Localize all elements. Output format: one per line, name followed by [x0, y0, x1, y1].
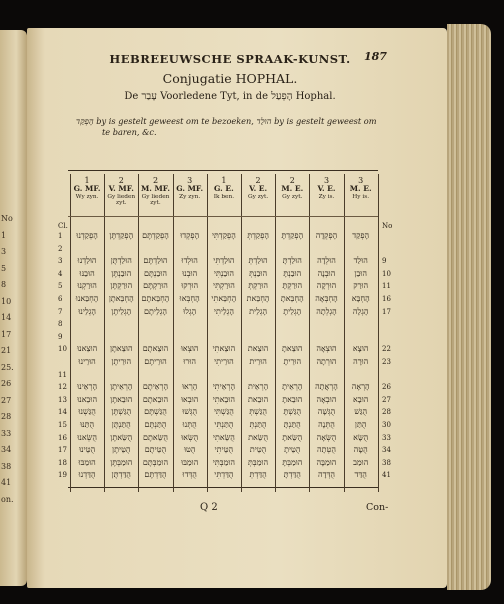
row-class-number: 1 [58, 232, 63, 240]
table-cell: הוּמַבְּתִּי [212, 457, 235, 467]
table-cell: הָחְבֵּאתָ [280, 294, 304, 303]
table-cell: הֻדַּדְתָּ [283, 470, 301, 480]
row-reference-number: 10 [382, 269, 391, 278]
left-page-text: 41 [1, 478, 12, 487]
row-class-number: 18 [58, 458, 67, 467]
column-translation: Ik ben. [213, 193, 235, 200]
table-cell: הָגְלֵיתֶן [111, 306, 132, 316]
table-cell: הָחְבְּאָה [315, 294, 338, 303]
column-person: G. E. [214, 184, 234, 194]
page-number: 187 [364, 50, 387, 63]
table-cell: הֻתַּנְתְּ [249, 420, 267, 429]
table-cell: הֻגַּשְׁתִּי [213, 407, 234, 417]
table-cell: הוּלַד [353, 256, 368, 266]
table-cell: הֻגְּשׁוּ [182, 407, 198, 417]
column-header [104, 176, 138, 207]
row-reference-number: 11 [382, 282, 391, 291]
left-page-text: 21 [1, 346, 12, 355]
row-reference-number: 23 [382, 358, 391, 366]
table-cell: הוּרֵיתִי [214, 357, 234, 366]
table-cell: הֻגַּשְׁתֶּם [144, 407, 167, 417]
column-translation: Gy zyt. [247, 193, 269, 200]
left-page-text: 28 [1, 412, 12, 421]
table-cell: הָפְקַדְנוּ [76, 231, 98, 240]
row-class-number: 12 [58, 383, 67, 392]
column-header [309, 176, 343, 200]
table-cell: הֻטֵּיתִי [214, 445, 234, 455]
table-cell: הוּבֵאתֶן [110, 394, 133, 404]
table-cell: הוּבַן [354, 268, 367, 278]
subtitle-line-1: הָפְקַד by is gestelt geweest om te bezoeken, הוּלַד by is gestelt geweest om [76, 116, 377, 126]
table-cell: הוּבֵאתֶם [142, 394, 169, 404]
row-reference-number: 34 [382, 446, 391, 455]
table-cell: הוּצֵאתִי [212, 344, 236, 354]
table-cell: הֻטֵּיתֶן [112, 445, 131, 455]
table-cell: הוּצֵאתָ [282, 344, 303, 354]
row-class-number: 17 [58, 446, 67, 455]
table-cell: הָגְלוּ [183, 306, 197, 316]
table-cell: הֻדַּדְתֶּן [111, 470, 131, 480]
table-cell: הֻשְּׂאנוּ [77, 432, 97, 442]
table-cell: הוּבַנְתִּי [213, 268, 234, 278]
table-cell: הוּמַבְּתֶּן [110, 457, 133, 467]
table-cell: הֻגַּשׁ [354, 407, 368, 417]
row-reference-number: 16 [382, 295, 391, 303]
left-page-text: 25. [1, 362, 14, 372]
table-cell: הֻטֵּינוּ [79, 445, 96, 455]
table-cell: הוּלְדוּ [181, 256, 198, 266]
column-header [207, 176, 241, 200]
table-cell: הֻדַּדְתִּי [214, 470, 234, 480]
table-cell: הֻתַּנְתֶּם [144, 420, 167, 429]
table-cell: הוּבֵאת [248, 394, 269, 404]
table-cell: הוּרֵיתָ [283, 357, 302, 366]
header-rule [68, 216, 378, 217]
row-reference-number: 33 [382, 433, 391, 442]
table-cell: הוּמַבְּתָּ [282, 457, 303, 467]
table-cell: הוּרַקְתֶּם [143, 281, 168, 291]
column-person-number: 2 [289, 176, 295, 185]
table-cell: הוּבְנוּ [182, 268, 198, 278]
table-cell: הוּבָא [353, 394, 369, 404]
column-header [173, 176, 207, 200]
row-reference-number: 38 [382, 458, 391, 467]
table-cell: הֻטֵּיתֶם [144, 445, 167, 455]
column-person-number: 1 [84, 176, 90, 185]
table-cell: הֻתַּנְתֶּן [111, 420, 131, 429]
table-cell: הוּרֵיתֶן [111, 357, 132, 366]
table-cell: הָגְלֵינוּ [78, 306, 96, 316]
signature-mark: Q 2 [200, 502, 218, 513]
table-cell: הֻדַּד [354, 470, 367, 480]
table-cell: הוּבַנְתְּ [249, 268, 268, 278]
row-class-number: 3 [58, 257, 63, 266]
table-cell: הֻטָּה [353, 445, 368, 455]
row-reference-number: 26 [382, 383, 391, 392]
table-cell: הָגְלֵיתֶם [144, 306, 167, 316]
table-cell: הָרְאֵיתֶן [110, 382, 133, 392]
table-cell: הֻשֵּׂאת [248, 432, 269, 442]
table-cell: הוּבַנְתֶּן [111, 268, 132, 278]
left-page-text: 10 [1, 296, 12, 306]
table-cell: הֻטְּתָה [317, 445, 336, 455]
table-cell: הֻטּוּ [183, 445, 196, 455]
table-cell: הוּרֵיתֶם [144, 357, 167, 366]
table-cell: הָגְלֵיתִי [213, 306, 234, 316]
row-reference-number: 41 [382, 471, 391, 480]
column-person: G. MF. [73, 184, 101, 194]
table-cell: הָחְבֵּאתִי [211, 294, 237, 303]
row-class-number: 10 [58, 345, 67, 354]
table-cell: הָרְאֵית [247, 382, 269, 392]
row-class-number: 7 [58, 307, 63, 316]
table-cell: הוּבַנּוּ [79, 268, 95, 278]
left-page-text: 5 [1, 263, 7, 273]
table-cell: הָפְקַדְתִּי [211, 231, 236, 240]
column-header [138, 176, 172, 207]
table-cell: הֻשָּׂא [353, 432, 369, 442]
table-cell: הוּרֵית [249, 357, 267, 366]
row-class-number: 14 [58, 408, 67, 417]
table-cell: הָרְאֵיתִי [212, 382, 236, 392]
table-cell: הוּצֵאת [247, 344, 269, 354]
table-cell: הָפְקַדְתֶּן [109, 231, 134, 240]
table-cell: הוּבְאָה [316, 394, 337, 404]
table-cell: הוּבֵאנוּ [77, 394, 98, 404]
column-header [344, 176, 378, 200]
tense-heading: De עָבַר Voorledene Tyt, in de הָפְעַל Hophal. [124, 91, 336, 102]
column-translation: Zy zyn. [179, 193, 201, 200]
table-cell: הוּצָא [352, 344, 369, 354]
column-person: G. MF. [176, 184, 204, 194]
catchword: Con- [366, 502, 389, 513]
table-cell: הוּצֵאנוּ [76, 344, 98, 354]
conjugation-heading: Conjugatie HOPHAL. [162, 71, 298, 86]
table-cell: הוּמַבּוּ [181, 457, 199, 467]
left-page-text: 1 [1, 230, 7, 240]
column-translation: Wy zyn. [75, 193, 99, 200]
row-class-number: 15 [58, 421, 67, 429]
column-person: V. E. [249, 184, 268, 194]
column-person: M. MF. [140, 184, 170, 194]
table-cell: הוּרַקְנוּ [77, 281, 97, 291]
left-page-text: 27 [1, 395, 12, 405]
left-page-text: 14 [1, 313, 12, 322]
row-class-number: 13 [58, 395, 67, 404]
table-cell: הָפְקַדְתֶּם [142, 231, 169, 240]
column-person: V. MF. [108, 184, 134, 194]
table-cell: הוּרֵינוּ [78, 357, 96, 366]
table-cell: הוּמַבּוּ [78, 457, 96, 467]
table-cell: הוּבַנְתֶּם [143, 268, 167, 278]
left-page-text: No [1, 214, 13, 223]
table-cell: הוּצְאָה [316, 344, 337, 354]
column-translation: Gy lieden zyt. [107, 193, 136, 207]
row-reference-number: 9 [382, 257, 387, 266]
table-cell: הֻגְּשָׁה [317, 407, 336, 417]
table-cell: הוּלַדְנוּ [77, 256, 97, 266]
table-cell: הֻשְּׂאָה [316, 432, 337, 442]
table-cell: הֻתְּנוּ [182, 420, 197, 429]
column-person-number: 3 [187, 176, 193, 185]
table-cell: הֻדַּדְתֶּם [144, 470, 167, 480]
table-cell: הוּלַדְתֶּם [143, 256, 168, 266]
column-person-number: 1 [221, 176, 227, 185]
table-cell: הוּרַק [353, 281, 369, 291]
table-cell: הָפְקְדוּ [180, 231, 200, 240]
table-cell: הָגְלְתָה [316, 306, 337, 316]
table-cell: הֻגַּשְׁתָּ [283, 407, 302, 417]
row-reference-number: 27 [382, 395, 391, 404]
table-cell: הָחְבֵּאתֶן [108, 294, 134, 303]
table-cell: הֻטֵּית [249, 445, 267, 455]
table-cell: הוּרְתָה [316, 357, 337, 366]
table-cell: הוּלְדָה [317, 256, 336, 266]
column-header [275, 176, 309, 200]
row-reference-number: 28 [382, 408, 391, 417]
table-cell: הוּמַבָּה [316, 457, 337, 467]
row-class-number: 8 [58, 320, 63, 329]
table-cell: הָפְקַד [352, 231, 370, 240]
table-cell: הָפְקַדְתָּ [281, 231, 304, 240]
column-header [241, 176, 275, 200]
column-translation: Gy lieden zyt. [141, 193, 170, 207]
table-cell: הוּבֵאתָ [282, 394, 303, 404]
table-cell: הוּרָה [353, 357, 369, 366]
left-page-text: 3 [1, 247, 7, 256]
table-cell: הוּרְקוּ [181, 281, 199, 291]
column-person-number: 3 [358, 176, 364, 185]
table-column-rule [378, 174, 379, 492]
table-cell: הֻדַּדְנוּ [78, 470, 96, 480]
left-page-text: 34 [1, 445, 12, 454]
table-cell: הֻשֵּׂאתָ [282, 432, 303, 442]
table-cell: הֻתַּנְתִּי [214, 420, 234, 429]
table-cell: הוּרְקָה [316, 281, 337, 291]
table-cell: הוּרַקְתְּ [248, 281, 268, 291]
subtitle-line-2: te baren, &c. [102, 127, 157, 137]
row-class-number: 19 [58, 471, 67, 480]
row-class-number: 4 [58, 269, 63, 278]
row-class-number: 9 [58, 332, 63, 341]
column-person-number: 3 [323, 176, 330, 185]
table-cell: הֻדְּדָה [318, 470, 335, 480]
table-cell: הוּבְאוּ [181, 394, 199, 404]
table-cell: הוּמַבְּתֶּם [142, 457, 169, 467]
column-translation: Zy is. [318, 193, 335, 200]
table-cell: הוּבֵאתִי [212, 394, 236, 404]
table-cell: הוּלַדְתִּי [213, 256, 235, 266]
left-page-text: 8 [1, 280, 7, 289]
table-cell: הֻגַּשְׁתְּ [249, 407, 267, 417]
table-cell: הוּצֵאתֶם [142, 344, 169, 354]
left-page-text: 38 [1, 461, 12, 471]
running-title: HEBREEUWSCHE SPRAAK-KUNST. [109, 52, 351, 66]
column-header [70, 176, 104, 200]
column-person: V. E. [317, 184, 336, 194]
table-cell: הֻתַּנְתָּ [283, 420, 301, 429]
table-cell: הָגְלֵיתָ [283, 306, 302, 316]
row-class-number: 6 [58, 295, 63, 303]
table-cell: הוּצְאוּ [180, 344, 199, 354]
table-cell: הוּלַדְתָּ [282, 256, 302, 266]
table-cell: הָפְקַדְתְּ [247, 231, 269, 240]
table-cell: הָרְאֵינוּ [77, 382, 98, 392]
table-cell: הוּרוּ [183, 357, 196, 366]
table-cell: הֻתְּנָה [318, 420, 335, 429]
column-person: M. E. [349, 184, 372, 194]
table-cell: הָחְבֵּאת [246, 294, 270, 303]
page-block-edge [447, 24, 491, 590]
table-cell: הָגְלָה [352, 306, 369, 316]
left-page-text: 26 [1, 379, 12, 388]
table-cell: הָחְבָּא [351, 294, 370, 303]
table-cell: הָרְאוּ [181, 382, 198, 392]
table-cell: הָרְאֵיתֶם [142, 382, 169, 392]
column-translation: Hy is. [352, 193, 370, 200]
table-cell: הֻשְּׂאוּ [181, 432, 199, 442]
row-class-number: 2 [58, 244, 63, 253]
table-cell: הֻתַּן [354, 420, 367, 429]
table-cell: הָרְאֲתָה [315, 382, 338, 392]
table-cell: הֻשֵּׂאתִי [212, 432, 235, 442]
column-person-number: 2 [255, 176, 261, 185]
table-cell: הֻגַּשְׁנוּ [78, 407, 96, 417]
table-cell: הוּצֵאתֶן [110, 344, 133, 354]
table-cell: הוּמַבְּתְּ [248, 457, 269, 467]
table-cell: הוּלַדְתְּ [248, 256, 268, 266]
table-cell: הֻתַּנּוּ [80, 420, 95, 429]
column-person-number: 2 [152, 176, 159, 185]
table-cell: הֻדְּדוּ [182, 470, 197, 480]
table-cell: הוּבְנָה [317, 268, 336, 278]
number-column-label: No [382, 222, 393, 230]
row-class-number: 16 [58, 433, 67, 442]
left-page-text: on. [1, 494, 14, 504]
row-class-number: 11 [58, 370, 67, 379]
table-cell: הוּמַב [353, 457, 369, 467]
column-person: M. E. [281, 184, 304, 194]
class-column-label: Cl. [58, 222, 68, 230]
left-page-text: 33 [1, 428, 12, 438]
table-cell: הָפְקְדָה [315, 231, 338, 240]
row-reference-number: 17 [382, 307, 391, 316]
table-cell: הוּרַקְתֶּן [110, 281, 133, 291]
table-cell: הָחְבְּאוּ [179, 294, 200, 303]
table-cell: הָחְבֵּאתֶם [141, 294, 170, 303]
row-reference-number: 22 [382, 345, 391, 354]
column-person-number: 2 [118, 176, 124, 185]
table-cell: הָרְאָה [351, 382, 370, 392]
table-cell: הָגְלֵית [249, 306, 268, 316]
table-cell: הֻדַּדְתְּ [249, 470, 267, 480]
left-page-text: 17 [1, 329, 12, 339]
table-cell: הֻגַּשְׁתֶּן [111, 407, 132, 417]
table-cell: הֻשֵּׂאתֶן [110, 432, 133, 442]
table-cell: הֻטֵּיתָ [284, 445, 301, 455]
row-reference-number: 30 [382, 421, 391, 429]
table-cell: הָחְבַּאנוּ [75, 294, 99, 303]
table-cell: הוּבַנְתָּ [283, 268, 302, 278]
column-translation: Gy zyt. [282, 193, 303, 200]
table-cell: הוּרַקְתִּי [212, 281, 235, 291]
row-class-number: 5 [58, 282, 63, 291]
table-cell: הֻשֵּׂאתֶם [143, 432, 168, 442]
table-cell: הוּלַדְתֶּן [110, 256, 132, 266]
table-cell: הוּרַקְתָּ [282, 281, 303, 291]
table-cell: הָרְאֵיתָ [282, 382, 303, 392]
